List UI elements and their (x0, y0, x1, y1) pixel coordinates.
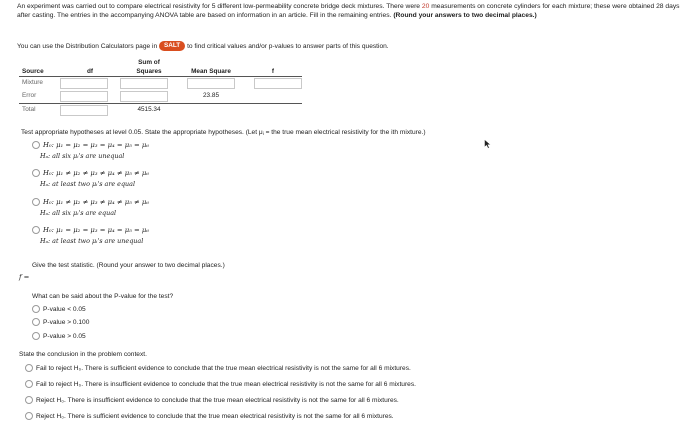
rounding-instruction: (Round your answers to two decimal places.) (393, 11, 537, 19)
header-mean-square: Mean Square (178, 56, 244, 77)
hypothesis-option-1[interactable]: H₀: μ₁ = μ₂ = μ₃ = μ₄ = μ₅ = μ₆ (32, 141, 149, 151)
mixture-df-input[interactable] (60, 78, 108, 89)
pvalue-prompt: What can be said about the P-value for the test? (32, 293, 174, 300)
radio-button[interactable] (32, 305, 40, 313)
salt-instruction (17, 41, 389, 51)
radio-button[interactable] (25, 412, 33, 420)
row-mixture (19, 77, 302, 91)
total-ss-value: 4515.34 (137, 106, 161, 114)
mixture-f-input[interactable] (254, 78, 302, 89)
total-df-input[interactable] (60, 105, 108, 116)
header-f: f (244, 56, 302, 77)
header-source: Source (19, 56, 60, 77)
hypothesis-option-3-alt: Hₐ: all six μᵢ's are equal (40, 209, 117, 217)
hypothesis-option-3[interactable]: H₀: μ₁ ≠ μ₂ ≠ μ₃ ≠ μ₄ ≠ μ₅ ≠ μ₆ (32, 198, 149, 208)
pvalue-option-3[interactable]: P-value > 0.05 (32, 332, 86, 341)
hypothesis-option-2[interactable]: H₀: μ₁ ≠ μ₂ ≠ μ₃ ≠ μ₄ ≠ μ₅ ≠ μ₆ (32, 169, 149, 179)
intro-text-2: measurements on concrete cylinders for each mixture; these were obtained 28 days after casting. The entries in the accompanying ANOVA table are based on information in an article. Fill in the remaining entries. (17, 3, 680, 19)
hypothesis-option-4-alt: Hₐ: at least two μᵢ's are unequal (40, 237, 144, 245)
radio-button[interactable] (25, 396, 33, 404)
radio-button[interactable] (32, 169, 40, 177)
salt-text-before: You can use the Distribution Calculators page in (17, 42, 158, 50)
hypothesis-option-4[interactable]: H₀: μ₁ = μ₂ = μ₃ = μ₄ = μ₅ = μ₆ (32, 226, 149, 236)
pvalue-option-1[interactable]: P-value < 0.05 (32, 305, 86, 314)
salt-button[interactable]: SALT (159, 41, 185, 51)
row-label-mixture: Mixture (22, 79, 43, 87)
f-label: f = (19, 273, 30, 281)
statistic-row (19, 273, 31, 283)
conclusion-prompt: State the conclusion in the problem context. (19, 351, 147, 358)
conclusion-option-4[interactable]: Reject H₀. There is sufficient evidence to conclude that the true mean electrical resistivity is not the same for all 6 mixtures. (25, 412, 394, 421)
radio-button[interactable] (32, 226, 40, 234)
row-label-error: Error (22, 92, 37, 100)
radio-button[interactable] (32, 318, 40, 326)
header-df: df (60, 56, 120, 77)
mixture-ms-input[interactable] (187, 78, 235, 89)
problem-statement (17, 3, 693, 20)
anova-table (19, 56, 302, 117)
error-mean-square-value: 23.85 (203, 92, 219, 100)
radio-button[interactable] (32, 332, 40, 340)
salt-text-after: to find critical values and/or p-values to answer parts of this question. (187, 42, 389, 50)
conclusion-option-2[interactable]: Fail to reject H₀. There is insufficient evidence to conclude that the true mean electrical resistivity is not the same for all 6 mixtures. (25, 380, 416, 389)
intro-text-1: An experiment was carried out to compare electrical resistivity for 5 different low-permeability concrete bridge deck mixtures. There were (17, 3, 421, 10)
radio-button[interactable] (25, 364, 33, 372)
hypotheses-question: Test appropriate hypotheses at level 0.05. State the appropriate hypotheses. (Let $\mu_i$ = the true mean electrical resistivity for the ith mixture.) (21, 129, 426, 136)
row-error (19, 90, 302, 104)
conclusion-option-3[interactable]: Reject H₀. There is insufficient evidence to conclude that the true mean electrical resistivity is not the same for all 6 mixtures. (25, 396, 399, 405)
header-sum-of-squares: Sum of Squares (120, 56, 178, 77)
hypothesis-option-1-alt: Hₐ: all six μᵢ's are unequal (40, 152, 125, 160)
radio-button[interactable] (32, 198, 40, 206)
mixture-ss-input[interactable] (120, 78, 168, 89)
conclusion-option-1[interactable]: Fail to reject H₀. There is sufficient evidence to conclude that the true mean electrical resistivity is not the same for all 6 mixtures. (25, 364, 411, 373)
row-label-total: Total (22, 106, 36, 114)
hypothesis-option-2-alt: Hₐ: at least two μᵢ's are equal (40, 180, 136, 188)
statistic-prompt: Give the test statistic. (Round your answer to two decimal places.) (32, 262, 225, 269)
row-total (19, 104, 302, 118)
error-df-input[interactable] (60, 91, 108, 102)
error-ss-input[interactable] (120, 91, 168, 102)
mouse-cursor-icon (484, 139, 492, 149)
radio-button[interactable] (25, 380, 33, 388)
radio-button[interactable] (32, 141, 40, 149)
sample-size-value: 20 (421, 3, 430, 10)
pvalue-option-2[interactable]: P-value > 0.100 (32, 318, 89, 327)
